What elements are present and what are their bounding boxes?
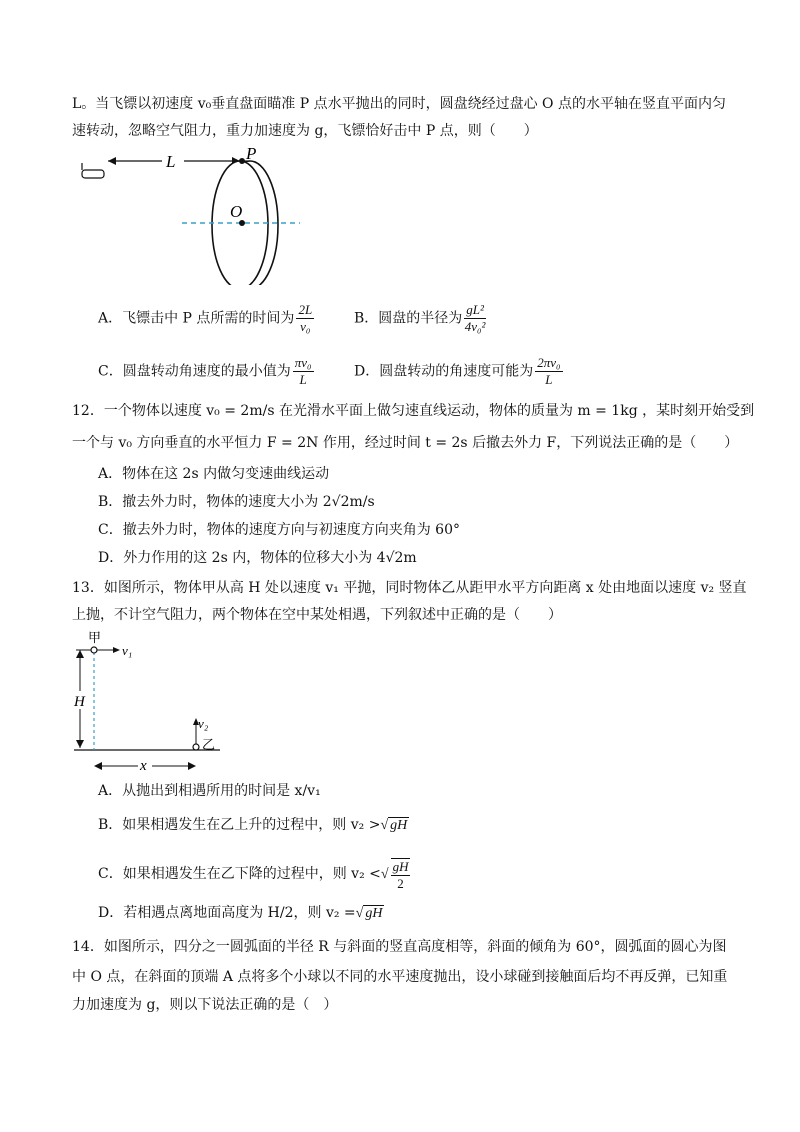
label-x: x <box>140 758 147 774</box>
q13-option-c-text: C．如果相遇发生在乙下降的过程中，则 v₂ < <box>98 866 381 883</box>
object-jia <box>91 647 97 653</box>
q11-d-num: 2πv₀ <box>537 355 561 370</box>
q13-option-b[interactable]: B．如果相遇发生在乙上升的过程中，则 v₂ >√ gH <box>98 817 408 833</box>
q13-c-den: 2 <box>397 876 404 891</box>
q11-figure <box>80 145 310 285</box>
q11-option-b-text: B．圆盘的半径为 <box>354 310 463 327</box>
q11-option-d[interactable] <box>354 355 565 388</box>
dart-icon <box>82 163 104 178</box>
label-v1: v₁ <box>122 643 133 658</box>
q13-b-radicand: gH <box>390 818 408 833</box>
label-L: L <box>166 152 176 171</box>
q11-option-c[interactable] <box>98 355 316 388</box>
q11-option-c-text: C．圆盘转动角速度的最小值为 <box>98 363 291 380</box>
label-v2: v₂ <box>198 716 209 731</box>
q12-stem-line1: 12．一个物体以速度 v₀ = 2m/s 在光滑水平面上做匀速直线运动，物体的质量为 m = 1kg ，某时刻开始受到 <box>72 403 755 419</box>
q13-option-b-text: B．如果相遇发生在乙上升的过程中，则 v₂ > <box>98 817 381 833</box>
q11-stem-line2: 速转动，忽略空气阻力，重力加速度为 g，飞镖恰好击中 P 点，则（ ） <box>72 123 538 139</box>
q11-option-d-text: D．圆盘转动的角速度可能为 <box>354 363 534 380</box>
object-yi <box>193 744 199 750</box>
q13-option-d-text: D．若相遇点离地面高度为 H/2，则 v₂ = <box>98 905 356 921</box>
q13-stem-line1: 13．如图所示，物体甲从高 H 处以速度 v₁ 平抛，同时物体乙从距甲水平方向距离 x 处由地面以速度 v₂ 竖直 <box>72 580 747 596</box>
q11-option-a-text: A．飞镖击中 P 点所需的时间为 <box>98 310 295 327</box>
q12-stem-line2: 一个与 v₀ 方向垂直的水平恒力 F = 2N 作用，经过时间 t = 2s 后撤去外力 F，下列说法正确的是（ ） <box>72 435 739 451</box>
label-yi: 乙 <box>202 737 216 752</box>
q11-a-num: 2L <box>298 302 313 317</box>
q13-option-c[interactable]: C．如果相遇发生在乙下降的过程中，则 v₂ <√ $\frac{gH}{2}$ <box>98 859 409 891</box>
q13-option-d[interactable]: D．若相遇点离地面高度为 H/2，则 v₂ =√ gH <box>98 905 383 921</box>
q14-stem-line2: 中 O 点，在斜面的顶端 A 点将多个小球以不同的水平速度抛出，设小球碰到接触面后均不再反弹，已知重 <box>72 969 728 985</box>
q13-stem-line2: 上抛，不计空气阻力，两个物体在空中某处相遇，下列叙述中正确的是（ ） <box>72 607 562 623</box>
q11-option-a[interactable] <box>98 302 316 335</box>
q11-b-num: gL² <box>466 302 484 317</box>
q12-option-b[interactable]: B．撤去外力时，物体的速度大小为 2√2m/s <box>98 494 375 510</box>
q11-option-b[interactable] <box>354 302 488 335</box>
q14-stem-line1: 14．如图所示，四分之一圆弧面的半径 R 与斜面的竖直高度相等，斜面的倾角为 60°，圆弧面的圆心为图 <box>72 939 727 955</box>
q12-option-a[interactable]: A．物体在这 2s 内做匀变速曲线运动 <box>98 466 330 482</box>
q11-d-den: L <box>545 372 553 387</box>
q14-stem-line3: 力加速度为 g，则以下说法正确的是（ ） <box>72 997 338 1013</box>
q11-a-den: v₀ <box>300 319 311 334</box>
label-jia: 甲 <box>88 630 102 645</box>
q13-c-num: gH <box>392 859 409 874</box>
point-P <box>239 158 245 164</box>
q13-option-a[interactable]: A．从抛出到相遇所用的时间是 x/v₁ <box>98 783 321 799</box>
q11-stem-line1: L。当飞镖以初速度 v₀垂直盘面瞄准 P 点水平抛出的同时，圆盘绕经过盘心 O 点的水平轴在竖直平面内匀 <box>72 96 726 112</box>
q13-d-radicand: gH <box>365 906 383 921</box>
label-O: O <box>230 202 243 221</box>
q13-figure <box>70 628 230 776</box>
q11-c-den: L <box>299 372 307 387</box>
label-P: P <box>246 145 257 163</box>
q11-b-den: 4v₀² <box>464 319 486 334</box>
label-H: H <box>74 694 85 710</box>
q12-option-d[interactable]: D．外力作用的这 2s 内，物体的位移大小为 4√2m <box>98 550 417 566</box>
q12-option-c[interactable]: C．撤去外力时，物体的速度方向与初速度方向夹角为 60° <box>98 522 460 538</box>
q11-c-num: πv₀ <box>294 355 312 370</box>
